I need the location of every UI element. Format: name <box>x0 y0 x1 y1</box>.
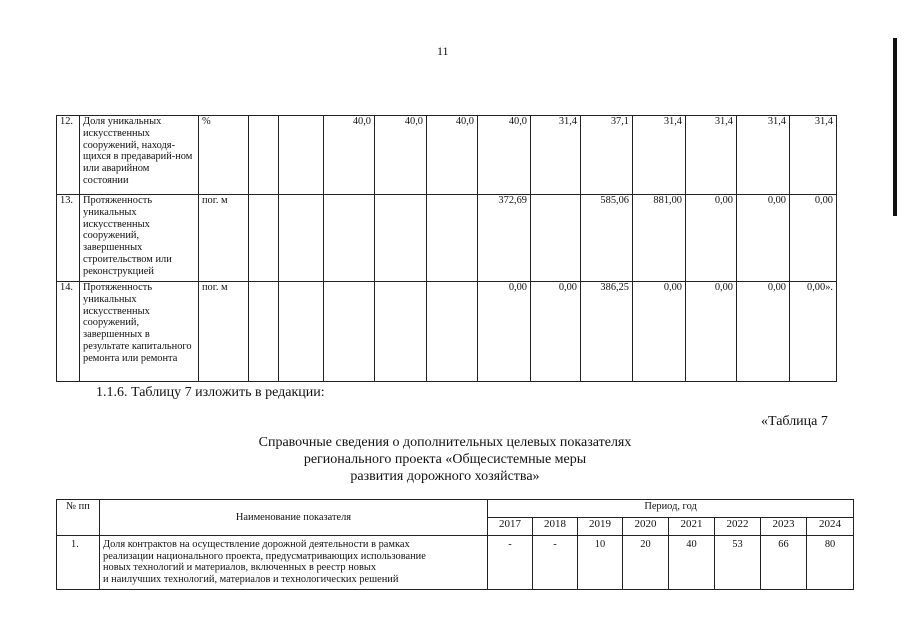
value-cell: 31,4 <box>633 116 686 195</box>
year-header: 2023 <box>761 518 807 536</box>
title-line: Справочные сведения о дополнительных целевых показателях <box>258 435 632 450</box>
value-cell: 0,00». <box>790 282 837 382</box>
value-cell <box>427 195 478 282</box>
year-header: 2017 <box>488 518 533 536</box>
value-cell: 20 <box>623 536 669 590</box>
value-cell <box>531 195 581 282</box>
value-cell: 53 <box>715 536 761 590</box>
table-label: «Таблица 7 <box>761 414 828 429</box>
value-cell <box>249 195 279 282</box>
value-cell: 0,00 <box>531 282 581 382</box>
row-number: 14. <box>57 282 80 382</box>
year-header: 2024 <box>807 518 854 536</box>
indicator-name-line: реализации национального проекта, предусматривающих использование <box>103 550 426 562</box>
row-number: 12. <box>57 116 80 195</box>
scan-edge-mark <box>893 38 897 216</box>
value-cell: 40,0 <box>427 116 478 195</box>
value-cell: 0,00 <box>478 282 531 382</box>
header-period: Период, год <box>488 500 854 518</box>
value-cell: 37,1 <box>581 116 633 195</box>
unit: пог. м <box>199 282 249 382</box>
row-number: 13. <box>57 195 80 282</box>
unit: пог. м <box>199 195 249 282</box>
value-cell: 40,0 <box>324 116 375 195</box>
value-cell: 10 <box>578 536 623 590</box>
value-cell: 0,00 <box>737 282 790 382</box>
value-cell: 0,00 <box>686 282 737 382</box>
value-cell: 66 <box>761 536 807 590</box>
value-cell: - <box>533 536 578 590</box>
value-cell <box>249 282 279 382</box>
indicator-name-line: Доля контрактов на осуществление дорожной деятельности в рамках <box>103 539 410 550</box>
title-line: регионального проекта «Общесистемные меры <box>303 452 587 467</box>
table-row <box>57 195 837 282</box>
value-cell: 40,0 <box>375 116 427 195</box>
indicator-name: Доля уникальных искусственных сооружений, находя-щихся в предаварий-ном или аварийном состоянии <box>80 116 199 195</box>
header-number: № пп <box>57 500 100 536</box>
value-cell <box>427 282 478 382</box>
value-cell <box>375 195 427 282</box>
value-cell <box>279 282 324 382</box>
value-cell <box>279 116 324 195</box>
page-number: 11 <box>437 44 449 58</box>
value-cell: 40,0 <box>478 116 531 195</box>
value-cell: 31,4 <box>531 116 581 195</box>
indicator-name: Протяженность уникальных искусственных сооружений, завершенных в результате капитального ремонта или ремонта <box>80 282 199 382</box>
table-title <box>190 434 700 485</box>
value-cell <box>279 195 324 282</box>
value-cell: 0,00 <box>686 195 737 282</box>
value-cell: 372,69 <box>478 195 531 282</box>
value-cell <box>324 195 375 282</box>
value-cell: 386,25 <box>581 282 633 382</box>
table-row <box>57 116 837 195</box>
value-cell: 585,06 <box>581 195 633 282</box>
indicator-name: Протяженность уникальных искусственных сооружений, завершенных строительством или реконструкцией <box>80 195 199 282</box>
value-cell <box>324 282 375 382</box>
indicators-table-continuation <box>56 115 837 382</box>
amendment-text: 1.1.6. Таблицу 7 изложить в редакции: <box>96 385 325 400</box>
year-header: 2018 <box>533 518 578 536</box>
unit: % <box>199 116 249 195</box>
year-header: 2021 <box>669 518 715 536</box>
year-header: 2020 <box>623 518 669 536</box>
value-cell: 80 <box>807 536 854 590</box>
additional-indicators-table <box>56 499 854 590</box>
value-cell <box>375 282 427 382</box>
value-cell: 0,00 <box>790 195 837 282</box>
year-header: 2022 <box>715 518 761 536</box>
value-cell: 40 <box>669 536 715 590</box>
value-cell: 0,00 <box>737 195 790 282</box>
header-indicator-name: Наименование показателя <box>100 500 488 536</box>
year-header: 2019 <box>578 518 623 536</box>
value-cell: 31,4 <box>737 116 790 195</box>
row-number: 1. <box>57 536 100 590</box>
indicator-name <box>100 536 488 590</box>
table-row <box>57 282 837 382</box>
value-cell: 31,4 <box>686 116 737 195</box>
value-cell: 881,00 <box>633 195 686 282</box>
value-cell: - <box>488 536 533 590</box>
indicator-name-line: и наилучших технологий, материалов и технологических решений <box>103 573 399 585</box>
value-cell <box>249 116 279 195</box>
value-cell: 0,00 <box>633 282 686 382</box>
value-cell: 31,4 <box>790 116 837 195</box>
indicator-name-line: новых технологий и материалов, включенных в реестр новых <box>103 562 377 574</box>
title-line: развития дорожного хозяйства» <box>350 469 540 484</box>
table-row <box>57 536 854 590</box>
